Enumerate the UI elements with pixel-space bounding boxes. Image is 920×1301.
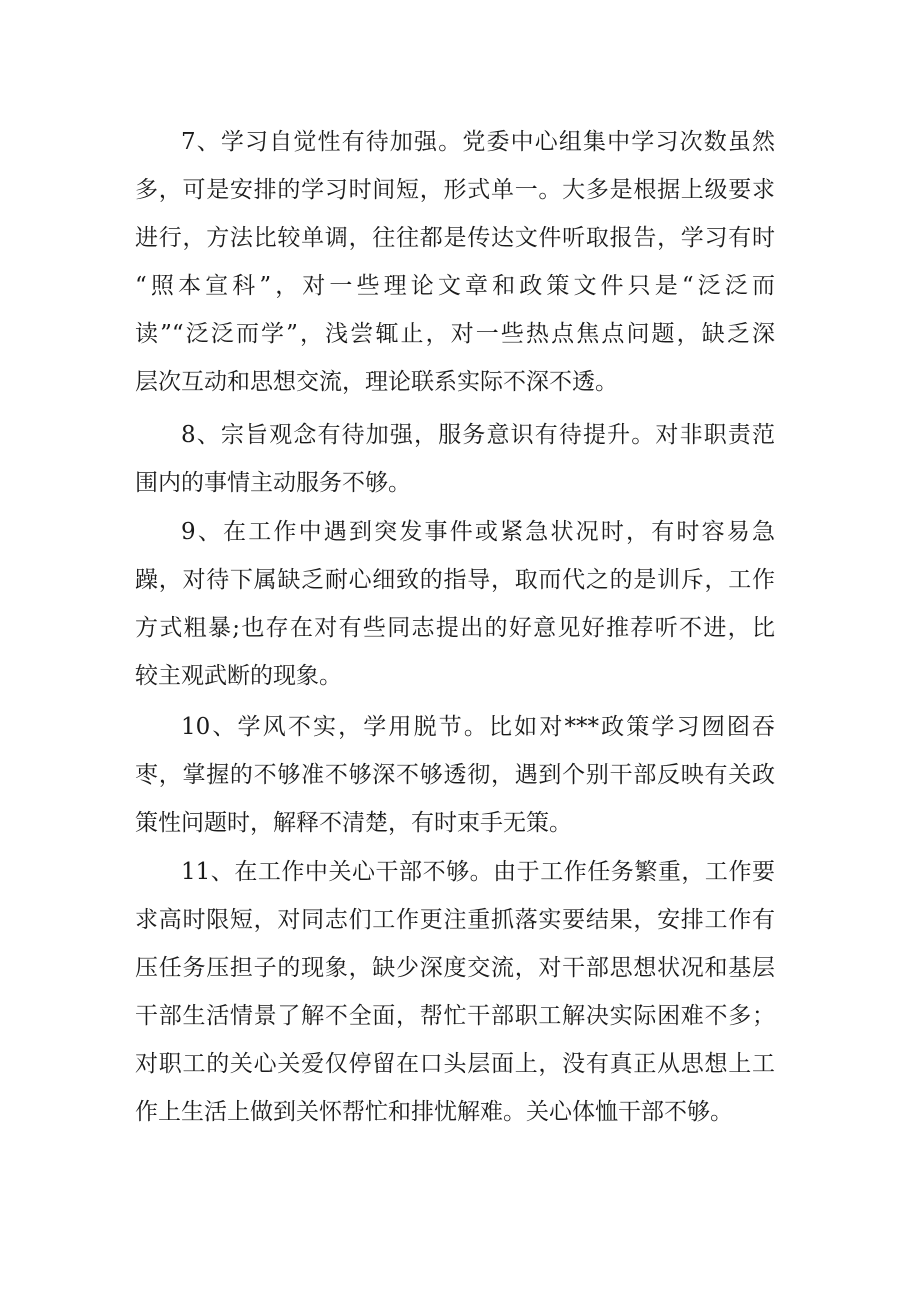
paragraph-line: 11、在工作中关心干部不够。由于工作任务繁重，工作要 (181, 859, 775, 885)
paragraph-line: 躁，对待下属缺乏耐心细致的指导，取而代之的是训斥，工作 (135, 567, 775, 593)
paragraph-line: 策性问题时，解释不清楚，有时束手无策。 (135, 810, 572, 836)
paragraph-line: 进行，方法比较单调，往往都是传达文件听取报告，学习有时 (135, 225, 775, 251)
paragraph-line: 10、学风不实，学用脱节。比如对***政策学习囫囵吞 (181, 714, 775, 740)
paragraph-line: 层次互动和思想交流，理论联系实际不深不透。 (135, 369, 618, 395)
paragraph-line: 较主观武断的现象。 (135, 663, 342, 689)
paragraph-line: 多，可是安排的学习时间短，形式单一。大多是根据上级要求 (135, 177, 775, 203)
paragraph-line: 作上生活上做到关怀帮忙和排忧解难。关心体恤干部不够。 (135, 1099, 733, 1125)
paragraph-line: 9、在工作中遇到突发事件或紧急状况时，有时容易急 (181, 519, 775, 545)
paragraph-line: 方式粗暴;也存在对有些同志提出的好意见好推荐听不进，比 (135, 615, 775, 641)
paragraph-line: 干部生活情景了解不全面，帮忙干部职工解决实际困难不多； (135, 1003, 775, 1029)
paragraph-line: 枣，掌握的不够准不够深不够透彻，遇到个别干部反映有关政 (135, 762, 775, 788)
paragraph-line: 求高时限短，对同志们工作更注重抓落实要结果，安排工作有 (135, 907, 775, 933)
paragraph-line: “照本宣科”，对一些理论文章和政策文件只是“泛泛而 (135, 273, 775, 299)
paragraph-line: 读”“泛泛而学”，浅尝辄止，对一些热点焦点问题，缺乏深 (135, 321, 775, 347)
paragraph-line: 7、学习自觉性有待加强。党委中心组集中学习次数虽然 (181, 129, 775, 155)
paragraph-line: 8、宗旨观念有待加强，服务意识有待提升。对非职责范 (181, 422, 775, 448)
paragraph-line: 对职工的关心关爱仅停留在口头层面上，没有真正从思想上工 (135, 1051, 775, 1077)
paragraph-line: 压任务压担子的现象，缺少深度交流，对干部思想状况和基层 (135, 955, 775, 981)
paragraph-line: 围内的事情主动服务不够。 (135, 470, 411, 496)
